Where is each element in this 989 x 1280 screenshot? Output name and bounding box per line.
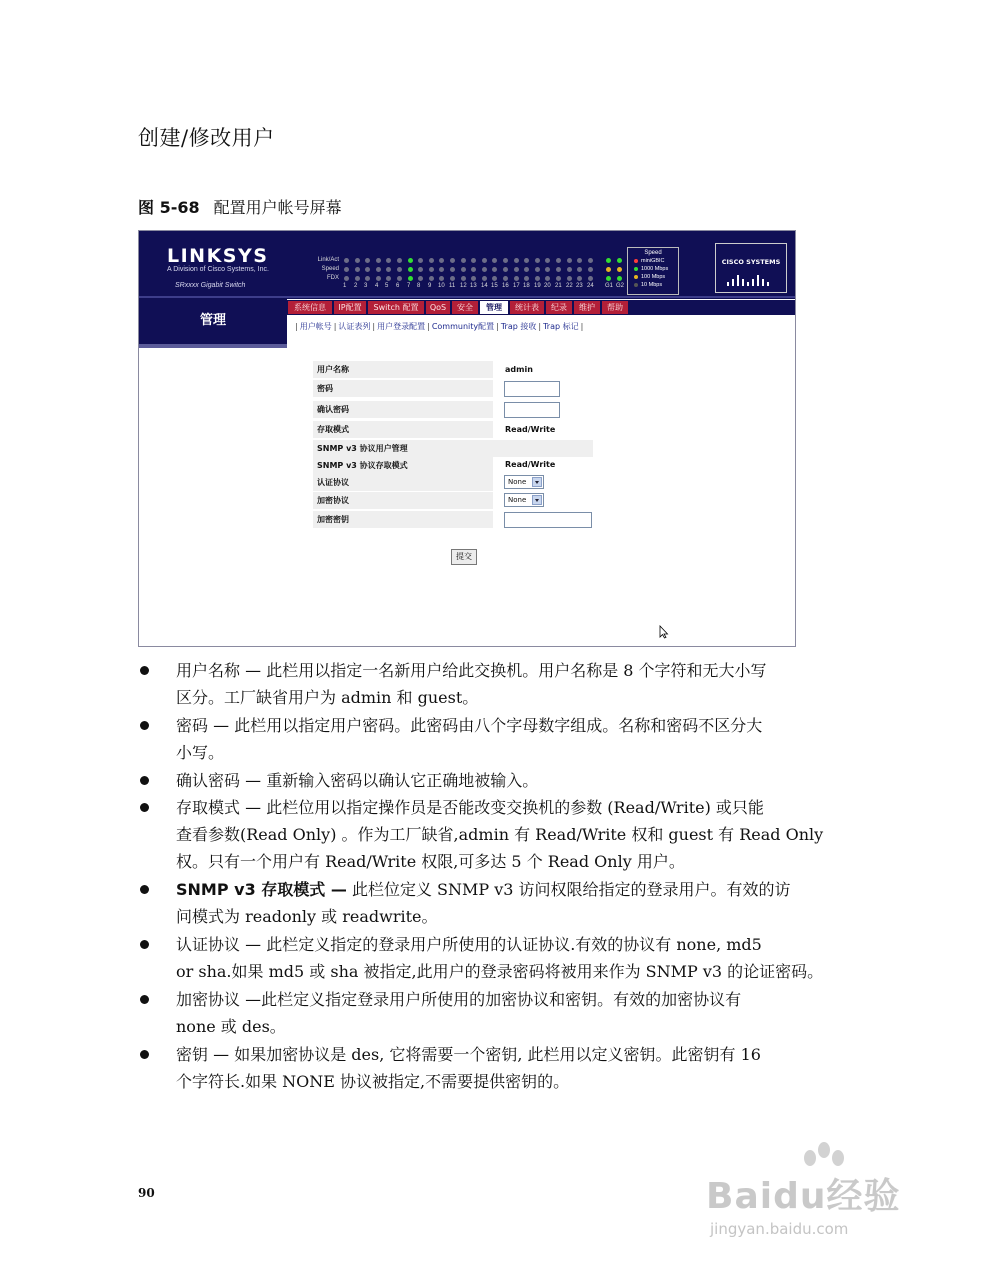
port-led [408, 258, 413, 263]
section-title: 管理 [199, 313, 226, 328]
port-led [482, 258, 487, 263]
port-led [567, 276, 572, 281]
port-led [418, 267, 423, 272]
port-led [606, 276, 611, 281]
port-led [577, 276, 582, 281]
port-led [471, 258, 476, 263]
tab-statistics[interactable]: 统计表 [510, 301, 544, 314]
port-number: 12 [460, 283, 467, 289]
figure-title: 配置用户帐号屏幕 [213, 198, 342, 217]
port-led [577, 258, 582, 263]
port-led [535, 258, 540, 263]
port-led [492, 258, 497, 263]
watermark-url: jingyan.baidu.com [710, 1220, 849, 1238]
access-mode-label: 存取模式 [317, 425, 349, 434]
switch-ui-screenshot [138, 230, 796, 647]
port-number: 6 [396, 283, 400, 289]
confirm-password-label: 确认密码 [317, 405, 349, 414]
tab-ip-config[interactable]: IP配置 [334, 301, 366, 314]
led-row-linkact [343, 258, 623, 264]
snmp-access-label: SNMP v3 协议存取模式 [317, 461, 408, 470]
port-number: 2 [354, 283, 358, 289]
bullet-priv-protocol: 加密协议 —此栏定义指定登录用户所使用的加密协议和密钥。有效的加密协议有 none 或 des。 [176, 990, 742, 1036]
speed-item-100: 100 Mbps [634, 274, 665, 280]
bullet-snmp-access: SNMP v3 存取模式 — 此栏位定义 SNMP v3 访问权限给指定的登录用户。有效的访 问模式为 readonly 或 readwrite。 [176, 880, 791, 926]
subnav-auth-list[interactable]: 认证表列 [338, 322, 371, 331]
port-led [429, 258, 434, 263]
port-led [418, 258, 423, 263]
port-led [524, 258, 529, 263]
bullet-dot [140, 721, 149, 730]
port-led [408, 267, 413, 272]
port-led [418, 276, 423, 281]
port-led [503, 258, 508, 263]
port-led [524, 267, 529, 272]
bullet-password: 密码 — 此栏用以指定用户密码。此密码由八个字母数字组成。名称和密码不区分大 小写。 [176, 716, 763, 762]
cisco-logo [715, 243, 787, 293]
port-led [376, 267, 381, 272]
port-led [450, 258, 455, 263]
snmp-access-value: Read/Write [505, 460, 556, 469]
port-led [567, 258, 572, 263]
led-label-linkact: Link/Act [317, 257, 339, 263]
port-led [365, 276, 370, 281]
port-led [556, 258, 561, 263]
watermark-text: Baidu经验 [706, 1176, 901, 1217]
logo-subtitle: A Division of Cisco Systems, Inc. [167, 266, 269, 273]
snmp-header-label: SNMP v3 协议用户管理 [317, 444, 408, 453]
port-led [439, 276, 444, 281]
speed-item-10: 10 Mbps [634, 282, 662, 288]
port-led [450, 267, 455, 272]
port-number: G2 [616, 283, 625, 289]
auth-protocol-label: 认证协议 [317, 478, 349, 487]
tab-log[interactable]: 纪录 [546, 301, 572, 314]
led-label-speed: Speed [321, 266, 339, 272]
port-led [376, 258, 381, 263]
bullet-dot [140, 803, 149, 812]
port-number: 15 [491, 283, 498, 289]
figure-caption [138, 195, 342, 218]
bullet-key: 密钥 — 如果加密协议是 des, 它将需要一个密钥, 此栏用以定义密钥。此密钥有 16 个字符长.如果 NONE 协议被指定,不需要提供密钥的。 [176, 1045, 761, 1091]
chevron-down-icon[interactable] [532, 477, 542, 487]
bullet-auth-protocol: 认证协议 — 此栏定义指定的登录用户所使用的认证协议.有效的协议有 none, md5 or sha.如果 md5 或 sha 被指定,此用户的登录密码将被用来作为 SNMP v3 的论证密码。 [176, 935, 824, 981]
port-led [588, 276, 593, 281]
port-led [397, 258, 402, 263]
port-led [482, 276, 487, 281]
subnav-user-account[interactable]: 用户帐号 [299, 322, 332, 331]
bullet-dot [140, 776, 149, 785]
port-led [514, 267, 519, 272]
port-number: 9 [428, 283, 432, 289]
tab-help[interactable]: 帮助 [602, 301, 628, 314]
auth-protocol-select[interactable]: None [504, 475, 544, 489]
port-led [450, 276, 455, 281]
bullet-dot [140, 1050, 149, 1059]
port-led [617, 258, 622, 263]
port-number: 10 [438, 283, 445, 289]
tab-security[interactable]: 安全 [452, 301, 478, 314]
port-led [492, 276, 497, 281]
password-input[interactable] [504, 381, 560, 397]
port-led [492, 267, 497, 272]
port-number: 14 [481, 283, 488, 289]
baidu-watermark [700, 1140, 940, 1260]
port-led [577, 267, 582, 272]
port-led [461, 276, 466, 281]
port-led [344, 258, 349, 263]
port-number: 16 [502, 283, 509, 289]
port-number: 22 [566, 283, 573, 289]
port-number: 11 [449, 283, 456, 289]
port-led [606, 258, 611, 263]
port-led [429, 267, 434, 272]
port-led [386, 276, 391, 281]
port-led [376, 276, 381, 281]
port-led [524, 276, 529, 281]
port-number: G1 [605, 283, 614, 289]
speed-item-minigbic: miniGBIC [634, 258, 665, 264]
port-led [545, 276, 550, 281]
port-led [567, 267, 572, 272]
port-led [397, 267, 402, 272]
port-led [545, 267, 550, 272]
section-underline [139, 344, 287, 348]
port-led [588, 267, 593, 272]
port-led [429, 276, 434, 281]
port-led [355, 267, 360, 272]
top-tab-bar [287, 300, 795, 315]
linksys-logo: LINKSYS [167, 245, 269, 267]
speed-legend [627, 247, 679, 295]
header-banner [139, 231, 795, 299]
port-led [503, 267, 508, 272]
banner-divider [139, 296, 795, 298]
bullet-dot [140, 885, 149, 894]
form-row-password [313, 380, 493, 397]
username-label: 用户名称 [317, 365, 349, 374]
port-number: 23 [576, 283, 583, 289]
port-led [386, 258, 391, 263]
port-number: 3 [364, 283, 368, 289]
port-number: 4 [375, 283, 379, 289]
port-number: 5 [385, 283, 389, 289]
subnav-community[interactable]: Community配置 [431, 322, 495, 331]
port-led [606, 267, 611, 272]
port-led [355, 276, 360, 281]
password-label: 密码 [317, 384, 333, 393]
port-led [535, 267, 540, 272]
port-led [545, 258, 550, 263]
cisco-bars-icon [727, 272, 777, 286]
port-led [617, 267, 622, 272]
speed-item-1000: 1000 Mbps [634, 266, 668, 272]
port-led [556, 276, 561, 281]
port-number: 24 [587, 283, 594, 289]
led-label-fdx: FDX [327, 275, 339, 281]
port-led [588, 258, 593, 263]
port-number: 20 [544, 283, 551, 289]
bullet-dot [140, 666, 149, 675]
tab-maintenance[interactable]: 维护 [574, 301, 600, 314]
priv-protocol-label: 加密协议 [317, 496, 349, 505]
port-led [514, 258, 519, 263]
port-led [397, 276, 402, 281]
page-number: 90 [138, 1186, 155, 1200]
subnav-trap-receive[interactable]: Trap 接收 [500, 322, 537, 331]
port-number: 21 [555, 283, 562, 289]
port-led [439, 258, 444, 263]
mouse-cursor-icon [659, 625, 669, 639]
port-led [344, 276, 349, 281]
priv-key-input[interactable] [504, 512, 592, 528]
sub-navigation: | 用户帐号 | 认证表列 | 用户登录配置 | Community配置 | Trap 接收 | Trap 标记 | [295, 322, 584, 331]
access-mode-value: Read/Write [505, 425, 556, 434]
port-led [471, 276, 476, 281]
cisco-logo-text: CISCO SYSTEMS [721, 258, 781, 266]
bullet-confirm: 确认密码 — 重新输入密码以确认它正确地被输入。 [176, 771, 539, 790]
tab-management[interactable]: 管理 [480, 301, 508, 314]
speed-legend-title: Speed [644, 250, 662, 256]
port-led [461, 258, 466, 263]
bullet-dot [140, 940, 149, 949]
port-led [355, 258, 360, 263]
port-led [556, 267, 561, 272]
port-numbers [343, 283, 633, 291]
port-number: 13 [470, 283, 477, 289]
port-number: 18 [523, 283, 530, 289]
confirm-password-input[interactable] [504, 402, 560, 418]
submit-button[interactable]: 提交 [451, 549, 477, 565]
led-row-speed [343, 267, 623, 273]
tab-qos[interactable]: QoS [426, 301, 450, 314]
port-led [535, 276, 540, 281]
port-led [482, 267, 487, 272]
led-row-fdx [343, 276, 623, 282]
port-number: 17 [513, 283, 520, 289]
subnav-login-config[interactable]: 用户登录配置 [377, 322, 426, 331]
port-led [617, 276, 622, 281]
port-led [386, 267, 391, 272]
port-number: 1 [343, 283, 347, 289]
port-led [461, 267, 466, 272]
priv-key-label: 加密密钥 [317, 515, 349, 524]
username-value: admin [505, 365, 533, 374]
port-led [365, 267, 370, 272]
bullet-username: 用户名称 — 此栏用以指定一名新用户给此交换机。用户名称是 8 个字符和无大小写 区分。工厂缺省用户为 admin 和 guest。 [176, 661, 767, 707]
figure-number: 图 5-68 [138, 198, 200, 217]
priv-protocol-select[interactable]: None [504, 493, 544, 507]
port-led [503, 276, 508, 281]
port-led [344, 267, 349, 272]
port-led [365, 258, 370, 263]
bullet-access-mode: 存取模式 — 此栏位用以指定操作员是否能改变交换机的参数 (Read/Write) 或只能 查看参数(Read Only) 。作为工厂缺省,admin 有 Read/Write 权和 guest 有 Read Only 权。只有一个用户有 Read/Write 权限,可多达 5 个 Read Only 用户。 [176, 798, 824, 871]
model-name: SRxxxx Gigabit Switch [175, 282, 246, 289]
chevron-down-icon[interactable] [532, 495, 542, 505]
bullet-dot [140, 995, 149, 1004]
subnav-trap-mark[interactable]: Trap 标记 [543, 322, 579, 331]
port-number: 19 [534, 283, 541, 289]
tab-system-info[interactable]: 系统信息 [288, 301, 332, 314]
port-led [439, 267, 444, 272]
port-number: 8 [417, 283, 421, 289]
port-led [471, 267, 476, 272]
section-heading: 创建/修改用户 [138, 126, 275, 150]
tab-switch-config[interactable]: Switch 配置 [368, 301, 424, 314]
port-led [514, 276, 519, 281]
port-led [408, 276, 413, 281]
port-number: 7 [407, 283, 411, 289]
